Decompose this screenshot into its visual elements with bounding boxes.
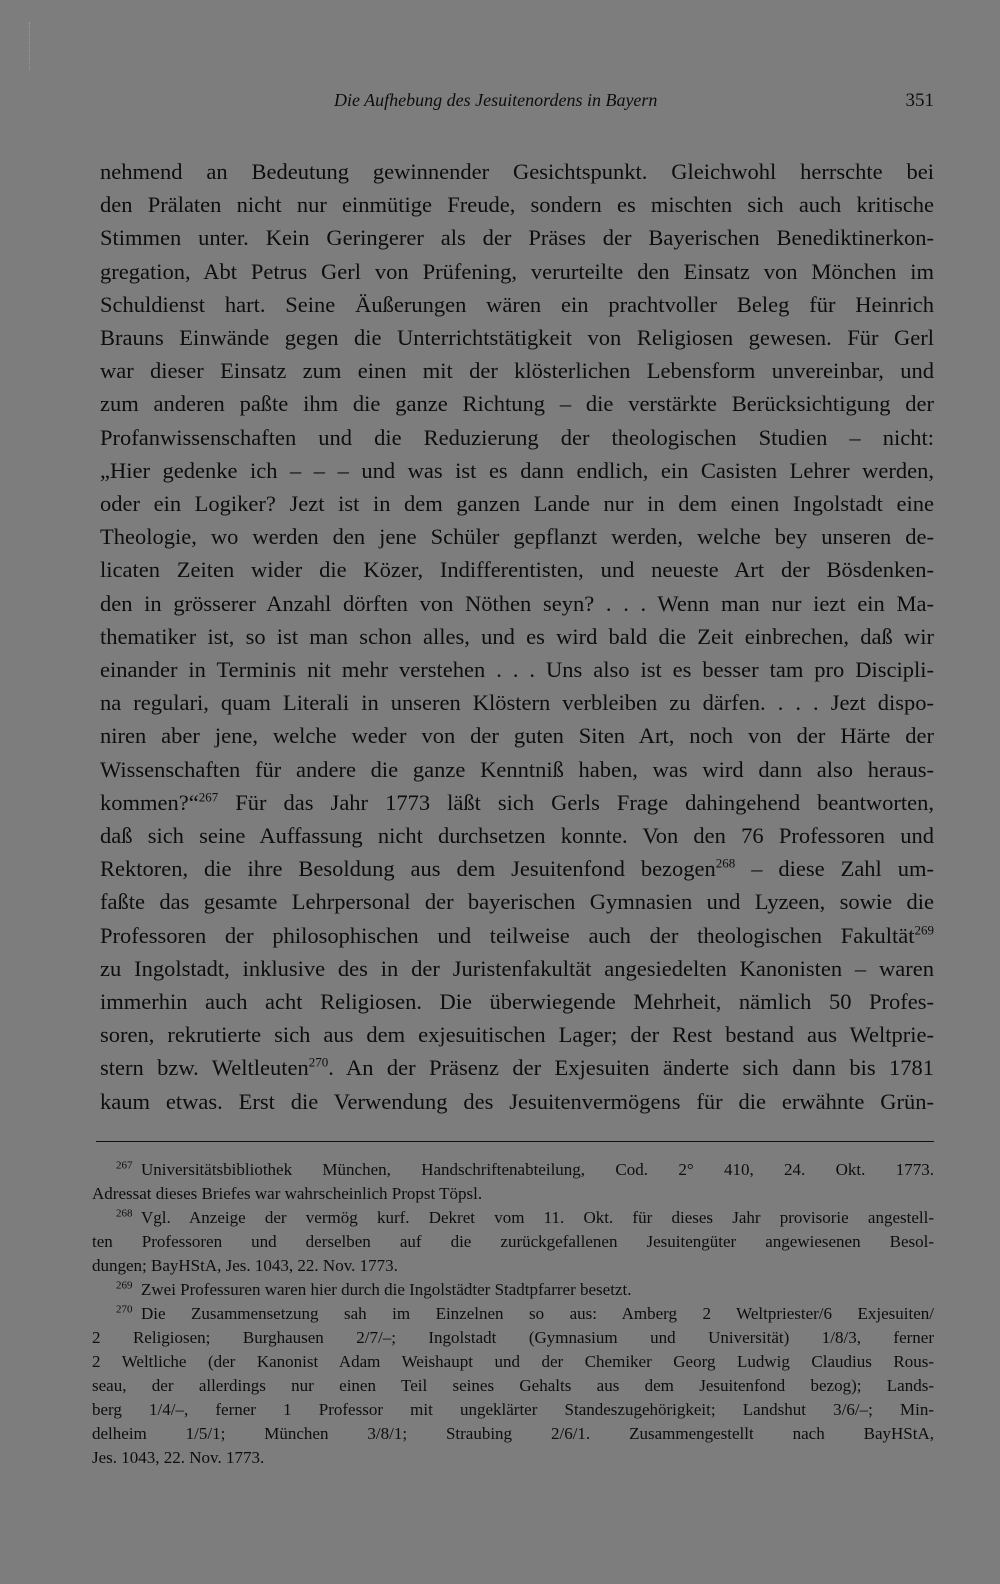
footnote-reference[interactable]: 270: [308, 1054, 329, 1070]
footnote-line: [92, 1446, 934, 1470]
footnote-line-text: Vgl. Anzeige der vermög kurf. Dekret vom 11. Okt. für dieses Jahr provisorie angestell-: [141, 1208, 934, 1227]
body-line-text: Rektoren, die ihre Besoldung aus dem Jesuitenfond bezogen: [100, 856, 716, 882]
footnote-line: [92, 1326, 934, 1350]
body-line: [100, 753, 934, 786]
footnote-reference[interactable]: 267: [198, 789, 219, 805]
body-line-text: zu Ingolstadt, inklusive des in der Juristenfakultät angesiedelten Kanonisten – waren: [100, 955, 934, 981]
footnote-line-text: Zwei Professuren waren hier durch die Ingolstädter Stadtpfarrer besetzt.: [141, 1280, 632, 1299]
footnote-line: [92, 1374, 934, 1398]
body-line-text: kommen?“: [100, 789, 199, 815]
body-line: [100, 487, 934, 520]
body-line: [100, 653, 934, 686]
footnote-number: 269: [116, 1279, 133, 1292]
footnote: [92, 1206, 934, 1278]
footnote-line: [92, 1398, 934, 1422]
body-line: [100, 1018, 934, 1051]
footnote-line-text: Adressat dieses Briefes war wahrscheinlich Propst Töpsl.: [92, 1184, 483, 1203]
footnote-line: [92, 1422, 934, 1446]
footnote-line: [92, 1302, 934, 1326]
footnote-reference[interactable]: 269: [914, 922, 934, 938]
body-line-text: Brauns Einwände gegen die Unterrichtstätigkeit von Religiosen gewesen. Für Gerl: [100, 325, 934, 351]
body-line: [100, 354, 934, 387]
footnote-line-text: seau, der allerdings nur einen Teil seines Gehalts aus dem Jesuitenfond bezog); Lands-: [92, 1376, 934, 1395]
body-line-text: Professoren der philosophischen und teilweise auch der theologischen Fakultät: [100, 922, 915, 948]
running-title: Die Aufhebung des Jesuitenordens in Bayern: [334, 90, 658, 110]
footnote: [92, 1302, 934, 1470]
footnote-line-text: dungen; BayHStA, Jes. 1043, 22. Nov. 1773.: [92, 1256, 398, 1275]
body-text: [100, 155, 934, 1118]
body-line: [100, 255, 934, 288]
footnote-line-text: berg 1/4/–, ferner 1 Professor mit ungeklärter Standeszugehörigkeit; Landshut 3/6/–; Min-: [92, 1400, 934, 1419]
footnote-number: 268: [116, 1207, 133, 1220]
body-line-text: niren aber jene, welche weder von der guten Siten Art, noch von der Härte der: [100, 723, 934, 749]
body-line: [100, 919, 934, 952]
body-line-text: den Prälaten nicht nur einmütige Freude, sondern es mischten sich auch kritische: [100, 192, 934, 218]
footnote-reference[interactable]: 268: [715, 855, 736, 871]
body-line: [100, 686, 934, 719]
footnote-number: 267: [116, 1159, 133, 1172]
body-line: [100, 885, 934, 918]
body-line-text: daß sich seine Auffassung nicht durchsetzen konnte. Von den 76 Professoren und: [100, 823, 934, 849]
body-line: [100, 1085, 934, 1118]
footnote-line: [92, 1158, 934, 1182]
body-line-text: kaum etwas. Erst die Verwendung des Jesuitenvermögens für die erwähnte Grün-: [100, 1088, 934, 1114]
body-line-text: soren, rekrutierte sich aus dem exjesuitischen Lager; der Rest bestand aus Weltprie-: [100, 1022, 934, 1048]
footnote-line: [92, 1230, 934, 1254]
footnote-line-text: 2 Weltliche (der Kanonist Adam Weishaupt und der Chemiker Georg Ludwig Claudius Rous-: [92, 1352, 934, 1371]
footnote-line-text: Jes. 1043, 22. Nov. 1773.: [92, 1448, 265, 1467]
body-line: [100, 587, 934, 620]
body-line: [100, 188, 934, 221]
body-line-text: oder ein Logiker? Jezt ist in dem ganzen Lande nur in dem einen Ingolstadt eine: [100, 491, 934, 517]
footnote: [92, 1278, 934, 1302]
body-line: [100, 553, 934, 586]
body-line: [100, 620, 934, 653]
body-line-text: den in grösserer Anzahl dörften von Nöthen seyn? . . . Wenn man nur iezt ein Ma-: [100, 590, 934, 616]
footnote-separator: [96, 1141, 934, 1142]
body-line-text-after-reference: . An der Präsenz der Exjesuiten änderte sich dann bis 1781: [328, 1055, 934, 1081]
footnote-line-text: delheim 1/5/1; München 3/8/1; Straubing 2/6/1. Zusammengestellt nach BayHStA,: [92, 1424, 934, 1443]
body-line: [100, 454, 934, 487]
body-line-text: Stimmen unter. Kein Geringerer als der Präses der Bayerischen Benediktinerkon-: [100, 225, 934, 251]
footnote-number: 270: [116, 1303, 133, 1316]
footnote-line: [92, 1182, 934, 1206]
body-line-text: einander in Terminis nit mehr verstehen . . . Uns also ist es besser tam pro Discipli-: [100, 657, 934, 683]
body-line-text: Theologie, wo werden den jene Schüler gepflanzt werden, welche bey unseren de-: [100, 524, 934, 550]
page-number: 351: [905, 90, 934, 111]
footnote-line-text: 2 Religiosen; Burghausen 2/7/–; Ingolstadt (Gymnasium und Universität) 1/8/3, ferner: [92, 1328, 934, 1347]
footnote-line-text: Universitätsbibliothek München, Handschriftenabteilung, Cod. 2° 410, 24. Okt. 1773.: [141, 1160, 934, 1179]
footnote-line: [92, 1206, 934, 1230]
body-line: [100, 288, 934, 321]
body-line: [100, 985, 934, 1018]
body-line-text-after-reference: – diese Zahl um-: [735, 856, 934, 882]
body-line-text: „Hier gedenke ich – – – und was ist es dann endlich, ein Casisten Lehrer werden,: [100, 457, 934, 483]
footnote-line: [92, 1254, 934, 1278]
body-line: [100, 719, 934, 752]
body-line-text: immerhin auch acht Religiosen. Die überwiegende Mehrheit, nämlich 50 Profes-: [100, 989, 934, 1015]
footnote: [92, 1158, 934, 1206]
footnote-line: [92, 1278, 934, 1302]
scan-edge-mark: [29, 22, 31, 70]
body-line-text: stern bzw. Weltleuten: [100, 1055, 309, 1081]
body-line: [100, 421, 934, 454]
body-line: [100, 387, 934, 420]
footnote-line: [92, 1350, 934, 1374]
body-line: [100, 321, 934, 354]
body-line-text: zum anderen paßte ihm die ganze Richtung – die verstärkte Berücksichtigung der: [100, 391, 934, 417]
body-line-text: gregation, Abt Petrus Gerl von Prüfening, verurteilte den Einsatz von Mönchen im: [100, 258, 934, 284]
body-line: [100, 952, 934, 985]
footnote-line-text: ten Professoren und derselben auf die zurückgefallenen Jesuitengüter angewiesenen Besol-: [92, 1232, 934, 1251]
body-line-text: licaten Zeiten wider die Közer, Indifferentisten, und neueste Art der Bösdenken-: [100, 557, 934, 583]
body-line-text: nehmend an Bedeutung gewinnender Gesichtspunkt. Gleichwohl herrschte bei: [100, 159, 934, 184]
body-line: [100, 155, 934, 188]
body-line: [100, 221, 934, 254]
body-line: [100, 852, 934, 885]
body-line: [100, 786, 934, 819]
footnotes: [92, 1158, 934, 1470]
body-line-text: thematiker ist, so ist man schon alles, und es wird bald die Zeit einbrechen, daß wir: [100, 623, 934, 649]
body-line-text: faßte das gesamte Lehrpersonal der bayerischen Gymnasien und Lyzeen, sowie die: [100, 889, 934, 915]
footnote-line-text: Die Zusammensetzung sah im Einzelnen so aus: Amberg 2 Weltpriester/6 Exjesuiten/: [141, 1304, 934, 1323]
body-line: [100, 520, 934, 553]
body-line-text: Schuldienst hart. Seine Äußerungen wären ein prachtvoller Beleg für Heinrich: [100, 291, 934, 317]
body-line-text: war dieser Einsatz zum einen mit der klösterlichen Lebensform unvereinbar, und: [100, 358, 934, 384]
running-head: [96, 90, 934, 120]
body-line-text: na regulari, quam Literali in unseren Klöstern verbleiben zu därfen. . . . Jezt dispo-: [100, 690, 934, 716]
body-line-text: Profanwissenschaften und die Reduzierung der theologischen Studien – nicht:: [100, 424, 934, 450]
body-line: [100, 1051, 934, 1084]
body-line: [100, 819, 934, 852]
body-line-text: Wissenschaften für andere die ganze Kenntniß haben, was wird dann also heraus-: [100, 756, 934, 782]
body-line-text-after-reference: Für das Jahr 1773 läßt sich Gerls Frage dahingehend beantworten,: [218, 789, 934, 815]
